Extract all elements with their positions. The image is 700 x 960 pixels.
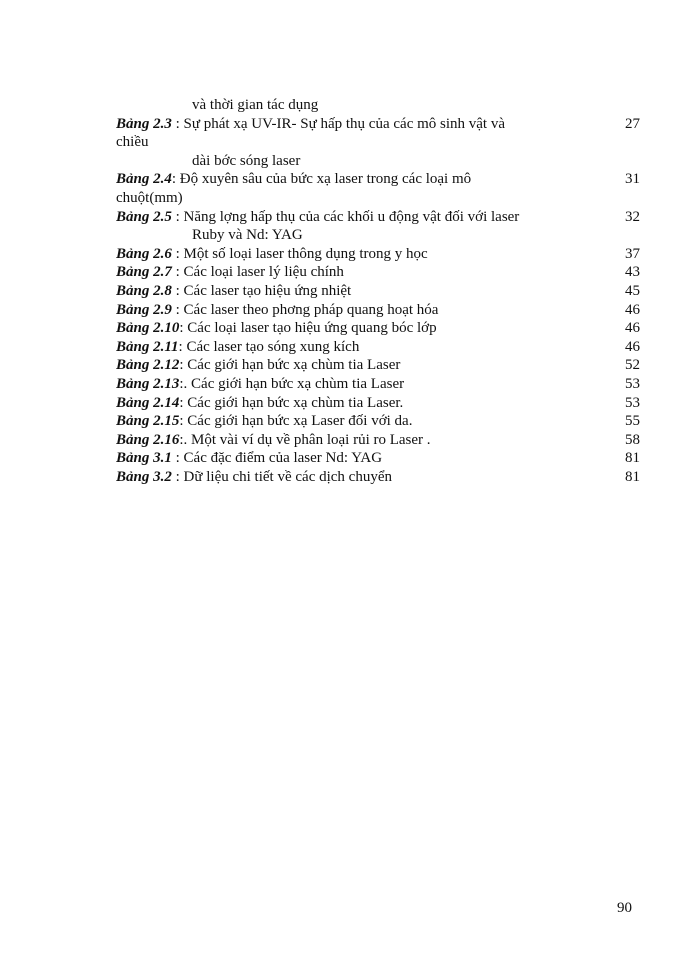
table-caption: : Độ xuyên sâu của bức xạ laser trong các loại mô bbox=[171, 171, 472, 188]
toc-page-number: 58 bbox=[625, 431, 640, 448]
toc-entry-text bbox=[192, 96, 640, 115]
table-caption: : Các laser tạo sóng xung kích bbox=[178, 338, 360, 355]
table-caption: Ruby và Nd: YAG bbox=[192, 227, 303, 244]
toc-entry-text bbox=[116, 133, 640, 152]
toc-entry-text bbox=[116, 189, 640, 208]
toc-entry-text bbox=[116, 301, 610, 320]
table-caption: chuột(mm) bbox=[116, 189, 183, 206]
table-caption: : Các laser tạo hiệu ứng nhiệt bbox=[171, 282, 352, 299]
table-caption: : Các giới hạn bức xạ chùm tia Laser bbox=[179, 357, 401, 374]
table-label: Bảng 2.7 bbox=[116, 264, 172, 281]
toc-entry-text bbox=[116, 394, 610, 413]
table-caption: : Sự phát xạ UV-IR- Sự hấp thụ của các mô sinh vật và bbox=[171, 115, 506, 132]
table-label: Bảng 2.4 bbox=[116, 171, 172, 188]
toc-page-number: 32 bbox=[625, 208, 640, 225]
toc-page-number: 52 bbox=[625, 357, 640, 374]
toc-page-number: 81 bbox=[625, 450, 640, 467]
toc-entry bbox=[116, 282, 640, 301]
table-label: Bảng 2.5 bbox=[116, 208, 172, 225]
toc-entry bbox=[116, 208, 640, 227]
toc-page-number: 27 bbox=[625, 115, 640, 132]
table-caption: : Năng lợng hấp thụ của các khối u động vật đối với laser bbox=[171, 208, 520, 225]
toc-entry bbox=[116, 394, 640, 413]
toc-page-number: 53 bbox=[625, 394, 640, 411]
toc-entry-text bbox=[116, 208, 610, 227]
toc-page-number: 81 bbox=[625, 468, 640, 485]
toc-entry bbox=[116, 170, 640, 189]
table-caption: : Các giới hạn bức xạ Laser đối với da. bbox=[179, 413, 413, 430]
toc-entry bbox=[116, 375, 640, 394]
table-caption: :. Một vài ví dụ về phân loại rủi ro Laser . bbox=[179, 431, 431, 448]
toc-entry bbox=[116, 245, 640, 264]
toc-entry-text bbox=[116, 263, 610, 282]
table-caption: : Các đặc điểm của laser Nd: YAG bbox=[171, 450, 383, 467]
toc-entry bbox=[116, 115, 640, 134]
table-label: Bảng 2.3 bbox=[116, 115, 172, 132]
table-label: Bảng 2.9 bbox=[116, 301, 172, 318]
toc-entry bbox=[116, 319, 640, 338]
toc-page-number: 37 bbox=[625, 245, 640, 262]
table-caption: và thời gian tác dụng bbox=[192, 97, 319, 113]
toc-entry bbox=[116, 431, 640, 450]
toc-entry-text bbox=[116, 338, 610, 357]
toc-page-number: 55 bbox=[625, 413, 640, 430]
table-caption: : Các loại laser lý liệu chính bbox=[171, 264, 344, 281]
table-caption: : Một số loại laser thông dụng trong y học bbox=[171, 245, 428, 262]
toc-entry-text bbox=[116, 449, 610, 468]
toc-entry bbox=[116, 449, 640, 468]
toc-entry bbox=[116, 468, 640, 487]
toc-continuation-line bbox=[116, 152, 640, 171]
toc-entry-text bbox=[116, 431, 610, 450]
toc-entry-text bbox=[116, 412, 610, 431]
toc-page-number: 43 bbox=[625, 264, 640, 281]
toc-page-number: 46 bbox=[625, 320, 640, 337]
toc-entry bbox=[116, 412, 640, 431]
toc-entry bbox=[116, 263, 640, 282]
table-label: Bảng 2.16 bbox=[116, 431, 180, 448]
toc-entry bbox=[116, 301, 640, 320]
table-caption: dài bớc sóng laser bbox=[192, 152, 301, 169]
toc-entry bbox=[116, 356, 640, 375]
toc-entry-text bbox=[116, 356, 610, 375]
toc-continuation-line bbox=[116, 226, 640, 245]
table-label: Bảng 2.12 bbox=[116, 357, 180, 374]
table-label: Bảng 2.10 bbox=[116, 320, 180, 337]
page-number: 90 bbox=[617, 900, 632, 916]
toc-continuation-line bbox=[116, 189, 640, 208]
toc-entry-text bbox=[116, 115, 610, 134]
table-caption: chiều bbox=[116, 134, 149, 151]
table-label: Bảng 3.1 bbox=[116, 450, 172, 467]
toc-entry-text bbox=[116, 245, 610, 264]
toc-entry bbox=[116, 338, 640, 357]
toc-entry-text bbox=[116, 375, 610, 394]
toc-entry-text bbox=[116, 319, 610, 338]
toc-page-number: 46 bbox=[625, 301, 640, 318]
table-caption: : Các loại laser tạo hiệu ứng quang bóc lớp bbox=[179, 320, 437, 337]
table-of-contents bbox=[116, 96, 640, 486]
toc-entry-text bbox=[116, 282, 610, 301]
toc-entry-text bbox=[116, 170, 610, 189]
table-label: Bảng 2.8 bbox=[116, 282, 172, 299]
table-caption: : Các laser theo phơng pháp quang hoạt hóa bbox=[171, 301, 439, 318]
toc-page-number: 45 bbox=[625, 282, 640, 299]
toc-page-number: 53 bbox=[625, 375, 640, 392]
table-label: Bảng 2.15 bbox=[116, 413, 180, 430]
toc-page-number: 46 bbox=[625, 338, 640, 355]
toc-continuation-line bbox=[116, 133, 640, 152]
toc-entry-text bbox=[192, 152, 640, 171]
toc-continuation-line bbox=[116, 96, 640, 115]
table-caption: : Dữ liệu chi tiết về các dịch chuyển bbox=[171, 468, 392, 485]
table-label: Bảng 2.13 bbox=[116, 375, 180, 392]
toc-entry-text bbox=[116, 468, 610, 487]
table-caption: : Các giới hạn bức xạ chùm tia Laser. bbox=[179, 394, 404, 411]
table-label: Bảng 3.2 bbox=[116, 468, 172, 485]
toc-entry-text bbox=[192, 226, 640, 245]
toc-page-number: 31 bbox=[625, 171, 640, 188]
table-caption: :. Các giới hạn bức xạ chùm tia Laser bbox=[179, 375, 405, 392]
table-label: Bảng 2.14 bbox=[116, 394, 180, 411]
table-label: Bảng 2.6 bbox=[116, 245, 172, 262]
table-label: Bảng 2.11 bbox=[116, 338, 179, 355]
